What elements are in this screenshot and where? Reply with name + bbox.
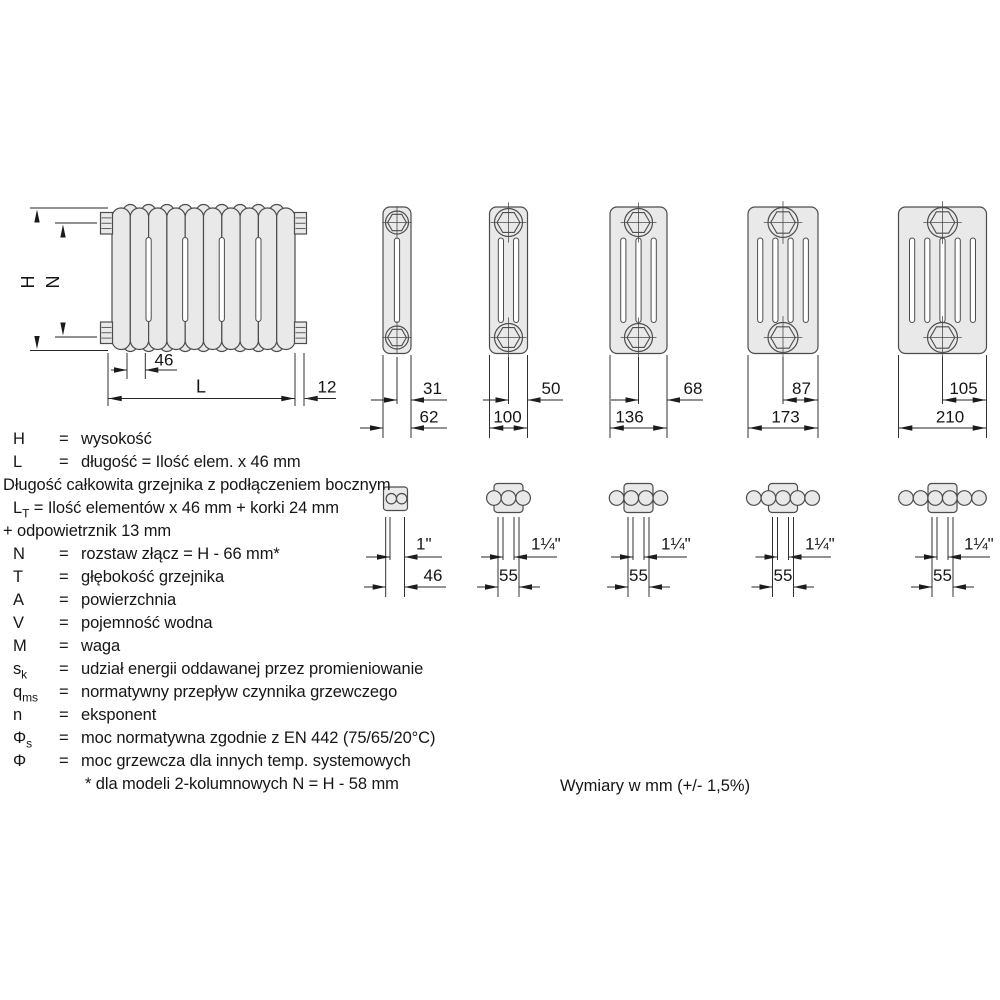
legend-subscript: s [26,736,32,751]
dimensions-tolerance-note: Wymiary w mm (+/- 1,5%) [560,777,751,795]
front-view-height-dims [18,208,108,351]
dim-label-depth-3col: 55 [499,566,518,585]
dim-label-depth-4col: 55 [629,566,648,585]
legend-subscript: k [21,667,28,682]
dim-label-half-width-5col: 87 [792,379,811,398]
legend-text: wysokość [81,430,152,448]
cross-section-5col [748,201,818,438]
legend-text: waga [81,637,121,655]
legend-text: * dla modeli 2-kolumnowych N = H - 58 mm [85,775,399,793]
legend-text: rozstaw złącz = H - 66 mm* [81,545,280,563]
legend-text: moc normatywna zgodnie z EN 442 (75/65/20°C) [81,729,436,747]
dim-label-full-width-2col: 62 [419,407,439,427]
dim-label-element-width: 46 [154,350,174,370]
legend-eq: = [59,568,69,586]
dim-label-half-width-6col: 105 [949,379,978,398]
legend-row-a [3,589,563,612]
legend-text [13,499,339,521]
legend-text: długość = Ilość elem. x 46 mm [81,453,301,471]
dim-label-full-width-6col: 210 [935,407,965,427]
legend-eq: = [59,660,69,678]
legend-text: eksponent [81,706,157,724]
legend-row-m [3,635,563,658]
legend-eq: = [59,591,69,609]
legend-eq: = [59,683,69,701]
legend-symbol: A [13,591,24,609]
legend-text: powierzchnia [81,591,177,609]
legend-text: normatywny przepływ czynnika grzewczego [81,683,398,701]
dim-label-connection-2col: 1" [416,534,432,554]
legend-symbol: H [13,430,25,448]
legend-row-qms [3,681,563,704]
cross-section-6col [899,201,987,438]
legend-symbol: $s_k$ [13,660,28,682]
legend-text: głębokość grzejnika [81,568,225,586]
legend-row-phi [3,750,563,773]
legend-subscript: T [22,506,30,521]
legend-row-n-exp [3,704,563,727]
legend-row-l [3,451,563,474]
legend-row-phi-s [3,727,563,750]
legend-row-lt [3,497,563,520]
symbol-legend [3,428,563,796]
legend-eq: = [59,706,69,724]
legend-subscript: ms [22,690,38,705]
top-view-5col [747,484,835,598]
legend-symbol: V [13,614,24,632]
dim-label-half-width-4col: 68 [683,379,703,398]
dim-label-depth-2col: 46 [423,566,443,585]
legend-symbol: N [13,545,25,563]
dim-label-connection-6col: 1¼" [964,534,994,554]
legend-text: + odpowietrznik 13 mm [3,522,172,540]
legend-eq: = [59,614,69,632]
dim-label-full-width-3col: 100 [493,407,522,427]
legend-symbol: M [13,637,27,655]
dim-label-pitch: N [43,275,63,289]
front-view-length-dims [108,351,336,407]
dim-label-half-width-3col: 50 [541,379,561,398]
dim-label-depth-6col: 55 [933,566,952,585]
cross-section-3col [483,203,563,439]
dim-label-full-width-4col: 136 [615,407,644,427]
legend-eq: = [59,545,69,563]
legend-row-t [3,566,563,589]
dim-label-length: L [195,376,207,397]
legend-eq: = [59,752,69,770]
legend-symbol: $\Phi_s$ [13,729,32,751]
legend-symbol: T [13,568,23,586]
legend-row-sk [3,658,563,681]
dim-label-height: H [18,275,38,289]
dim-label-connection-4col: 1¼" [661,534,691,554]
legend-row-total-length [3,474,563,497]
legend-row-vent [3,520,563,543]
dim-label-half-width-2col: 31 [423,379,442,398]
legend-symbol: Φ [13,752,27,770]
legend-eq: = [59,430,69,448]
legend-row-footnote-2col [3,773,563,796]
legend-text-cont: = Ilość elementów x 46 mm + korki 24 mm [29,499,339,517]
top-view-4col [607,484,691,598]
legend-eq: = [59,453,69,471]
legend-text: udział energii oddawanej przez promieniowanie [81,660,424,678]
legend-text: Długość całkowita grzejnika z podłączeniem bocznym [3,476,391,494]
legend-row-n-pitch [3,543,563,566]
legend-symbol: n [13,706,23,724]
cross-section-4col [610,203,703,439]
dim-label-depth-5col: 55 [773,566,793,585]
legend-row-h [3,428,563,451]
dim-label-connection-5col: 1¼" [805,534,835,554]
legend-text: moc grzewcza dla innych temp. systemowych [81,752,411,770]
cross-section-2col [360,206,447,438]
legend-symbol: $q_{ms}$ [13,683,38,705]
front-view-radiator [101,205,307,352]
legend-row-v [3,612,563,635]
legend-symbol: L [13,453,23,471]
legend-eq: = [59,637,69,655]
legend-text: pojemność wodna [81,614,213,632]
dim-label-side-extension: 12 [317,377,337,397]
legend-eq: = [59,729,69,747]
dim-label-connection-3col: 1¼" [531,534,561,554]
dim-label-full-width-5col: 173 [771,407,800,427]
legend-symbol: L [13,499,23,517]
top-view-6col [899,484,994,598]
